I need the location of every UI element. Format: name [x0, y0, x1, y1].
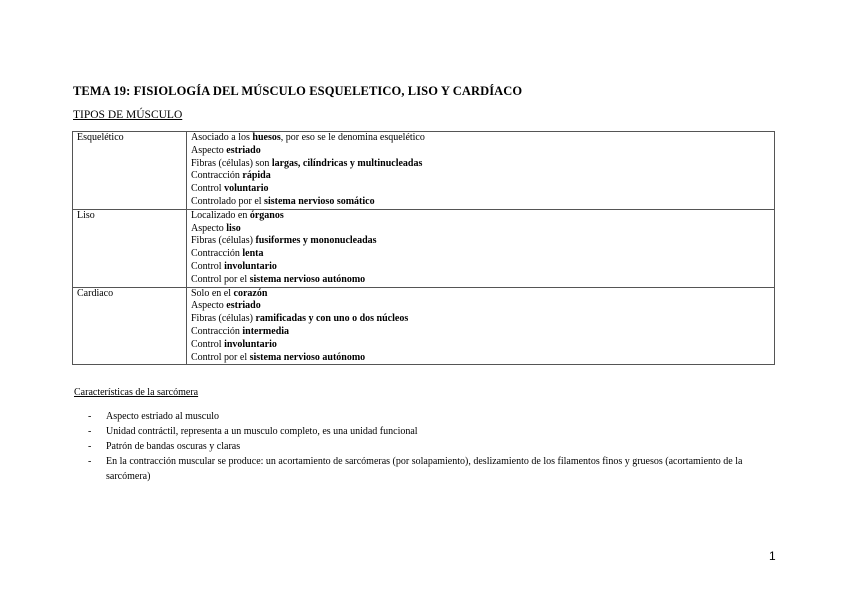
text-segment: Control	[191, 338, 225, 350]
page-number: 1	[769, 549, 776, 563]
sarcomere-bullet-list	[88, 409, 748, 484]
description-line	[191, 132, 770, 145]
page-title: TEMA 19: FISIOLOGÍA DEL MÚSCULO ESQUELETICO, LISO Y CARDÍACO	[73, 84, 523, 98]
bold-term: sistema nervioso somático	[264, 195, 375, 207]
list-item	[88, 409, 748, 424]
muscle-type-cell: Liso	[73, 209, 187, 287]
bold-term: sistema nervioso autónomo	[249, 351, 366, 363]
bold-term: voluntario	[224, 183, 269, 195]
description-line	[191, 223, 770, 236]
bold-term: ramificadas y con uno o dos núcleos	[255, 313, 409, 325]
muscle-description-cell	[187, 287, 775, 365]
bold-term: rápida	[242, 170, 271, 182]
description-line	[191, 300, 770, 313]
muscle-table-row	[73, 132, 775, 210]
text-segment: Controlado por el	[191, 195, 265, 207]
muscle-types-table	[72, 131, 775, 365]
description-line	[191, 210, 770, 223]
text-segment: Control por el	[191, 273, 250, 285]
description-line	[191, 313, 770, 326]
section-heading-muscle-types: TIPOS DE MÚSCULO	[73, 109, 183, 121]
description-line	[191, 248, 770, 261]
text-segment: Aspecto	[191, 222, 227, 234]
description-line	[191, 235, 770, 248]
bullet-text: Unidad contráctil, representa a un musculo completo, es una unidad funcional	[106, 426, 418, 437]
bullet-text: Aspecto estriado al musculo	[106, 411, 220, 422]
muscle-type-cell: Esquelético	[73, 132, 187, 210]
description-line	[191, 288, 770, 301]
description-line	[191, 326, 770, 339]
muscle-description-cell	[187, 132, 775, 210]
bold-term: largas, cilíndricas y multinucleadas	[271, 157, 423, 169]
description-line	[191, 183, 770, 196]
bullet-dash: -	[88, 441, 92, 452]
text-segment: Fibras (células)	[191, 235, 256, 247]
text-segment: Contracción	[191, 325, 243, 337]
muscle-table-row	[73, 209, 775, 287]
bullet-text: En la contracción muscular se produce: un acortamiento de sarcómeras (por solapamiento), deslizamiento de los filamentos finos y gruesos (acortamiento de la sarcómera)	[106, 456, 743, 482]
bullet-dash: -	[88, 411, 92, 422]
muscle-table-row	[73, 287, 775, 365]
list-item	[88, 424, 748, 439]
bold-term: huesos	[252, 132, 281, 143]
text-segment: Contracción	[191, 248, 243, 260]
muscle-description-cell	[187, 209, 775, 287]
text-segment: Control por el	[191, 351, 250, 363]
muscle-type-cell: Cardiaco	[73, 287, 187, 365]
description-line	[191, 261, 770, 274]
description-line	[191, 274, 770, 287]
bold-term: fusiformes y mononucleadas	[255, 235, 377, 247]
list-item	[88, 454, 748, 484]
bold-term: estriado	[226, 144, 261, 156]
bold-term: liso	[226, 222, 241, 234]
description-line	[191, 145, 770, 158]
section-heading-sarcomere: Características de la sarcómera	[74, 387, 199, 398]
bold-term: sistema nervioso autónomo	[249, 273, 366, 285]
list-item	[88, 439, 748, 454]
text-segment: Fibras (células) son	[191, 157, 272, 169]
bold-term: estriado	[226, 300, 261, 312]
bold-term: corazón	[233, 287, 268, 299]
bold-term: involuntario	[224, 260, 277, 272]
bold-term: involuntario	[224, 338, 277, 350]
text-segment: Control	[191, 183, 225, 195]
text-segment: Control	[191, 260, 225, 272]
bullet-dash: -	[88, 426, 92, 437]
description-line	[191, 196, 770, 209]
text-segment: Asociado a los	[191, 132, 253, 143]
bold-term: órganos	[249, 209, 284, 221]
bullet-text: Patrón de bandas oscuras y claras	[106, 441, 241, 452]
text-segment: , por eso se le denomina esquelético	[280, 132, 425, 143]
text-segment: Contracción	[191, 170, 243, 182]
description-line	[191, 158, 770, 171]
text-segment: Aspecto	[191, 300, 227, 312]
bullet-dash: -	[88, 456, 92, 467]
text-segment: Fibras (células)	[191, 313, 256, 325]
description-line	[191, 352, 770, 365]
text-segment: Solo en el	[191, 287, 234, 299]
text-segment: Localizado en	[191, 209, 250, 221]
bold-term: lenta	[242, 248, 264, 260]
bold-term: intermedia	[242, 325, 290, 337]
description-line	[191, 339, 770, 352]
text-segment: Aspecto	[191, 144, 227, 156]
description-line	[191, 170, 770, 183]
